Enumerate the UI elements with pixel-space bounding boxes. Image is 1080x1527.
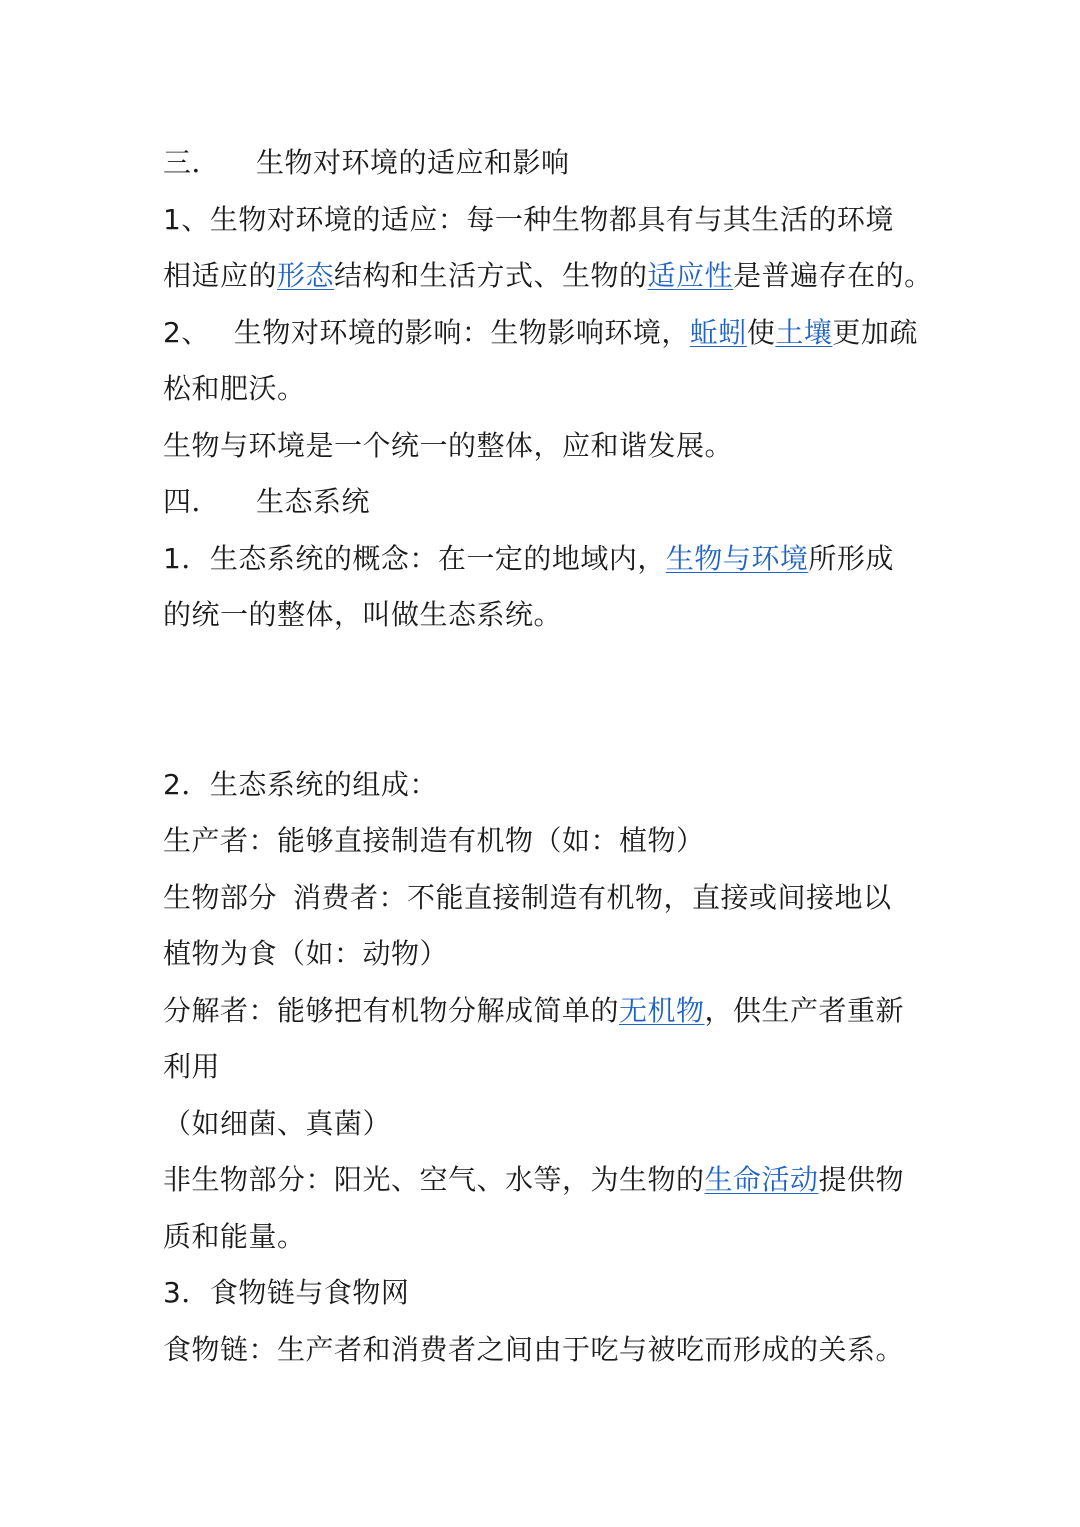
s3-item2-line2: 松和肥沃。 (163, 372, 306, 405)
s3-item2-line1 (163, 305, 943, 362)
abiotic-line2: 质和能量。 (163, 1219, 306, 1253)
item-number: 2、 (163, 315, 210, 349)
section4-heading-num: 四． (163, 485, 221, 518)
blank-gap (163, 644, 943, 757)
s4-item1-line1 (163, 531, 943, 588)
text-segment: 非生物部分：阳光、空气、水等，为生物的 (163, 1163, 705, 1196)
text-segment: 使 (746, 315, 776, 349)
decomposer-line3: （如细菌、真菌） (163, 1106, 392, 1140)
text-segment: 1．生态系统的概念：在一定的地域内， (163, 541, 666, 575)
food-chain-line: 食物链：生产者和消费者之间由于吃与被吃而形成的关系。 (163, 1332, 905, 1366)
link-qiuyin[interactable]: 蚯蚓 (689, 315, 747, 349)
text-segment: 是普遍存在的。 (733, 259, 933, 292)
text-segment: ，供生产者重新 (704, 993, 905, 1027)
decomposer-line2: 利用 (163, 1050, 221, 1083)
link-shengwu-yu-huanjing[interactable]: 生物与环境 (665, 541, 809, 575)
s3-item1-line2 (163, 248, 943, 305)
text-segment: 结构和生活方式、生物的 (334, 259, 648, 292)
text-segment: 分解者：能够把有机物分解成简单的 (163, 993, 620, 1027)
section3-heading-text: 生物对环境的适应和影响 (256, 146, 570, 179)
section3-heading-num: 三． (163, 146, 221, 179)
producer-line: 生产者：能够直接制造有机物（如：植物） (163, 824, 705, 857)
section4-heading-text: 生态系统 (256, 485, 371, 518)
text-segment: 所形成 (808, 541, 894, 575)
s4-item1-line2: 的统一的整体，叫做生态系统。 (163, 598, 563, 631)
text-segment: 消费者：不能直接制造有机物，直接或间接地以 (293, 880, 892, 914)
text-segment: 提供物 (818, 1163, 905, 1196)
link-wujiwu[interactable]: 无机物 (619, 993, 705, 1027)
abiotic-line1 (163, 1152, 943, 1209)
s4-item3-title: 3．食物链与食物网 (163, 1276, 410, 1309)
consumer-line1 (163, 870, 943, 927)
document-body (163, 135, 943, 1378)
s3-item1-line1: 1、生物对环境的适应：每一种生物都具有与其生活的环境 (163, 202, 894, 236)
s3-summary: 生物与环境是一个统一的整体，应和谐发展。 (163, 428, 734, 462)
consumer-line2: 植物为食（如：动物） (163, 937, 449, 970)
link-shengming-huodong[interactable]: 生命活动 (704, 1163, 819, 1196)
biotic-label: 生物部分 (163, 880, 278, 914)
section3-heading (163, 135, 943, 192)
text-segment: 相适应的 (163, 259, 278, 292)
link-xingtai[interactable]: 形态 (277, 259, 335, 292)
s4-item2-title: 2．生态系统的组成： (163, 767, 438, 801)
text-segment: 更加疏 (832, 315, 918, 349)
link-shiyingxing[interactable]: 适应性 (647, 259, 734, 292)
section4-heading (163, 474, 943, 531)
text-segment: 生物对环境的影响：生物影响环境， (233, 315, 690, 349)
link-turang[interactable]: 土壤 (775, 315, 833, 349)
decomposer-line1 (163, 983, 943, 1040)
